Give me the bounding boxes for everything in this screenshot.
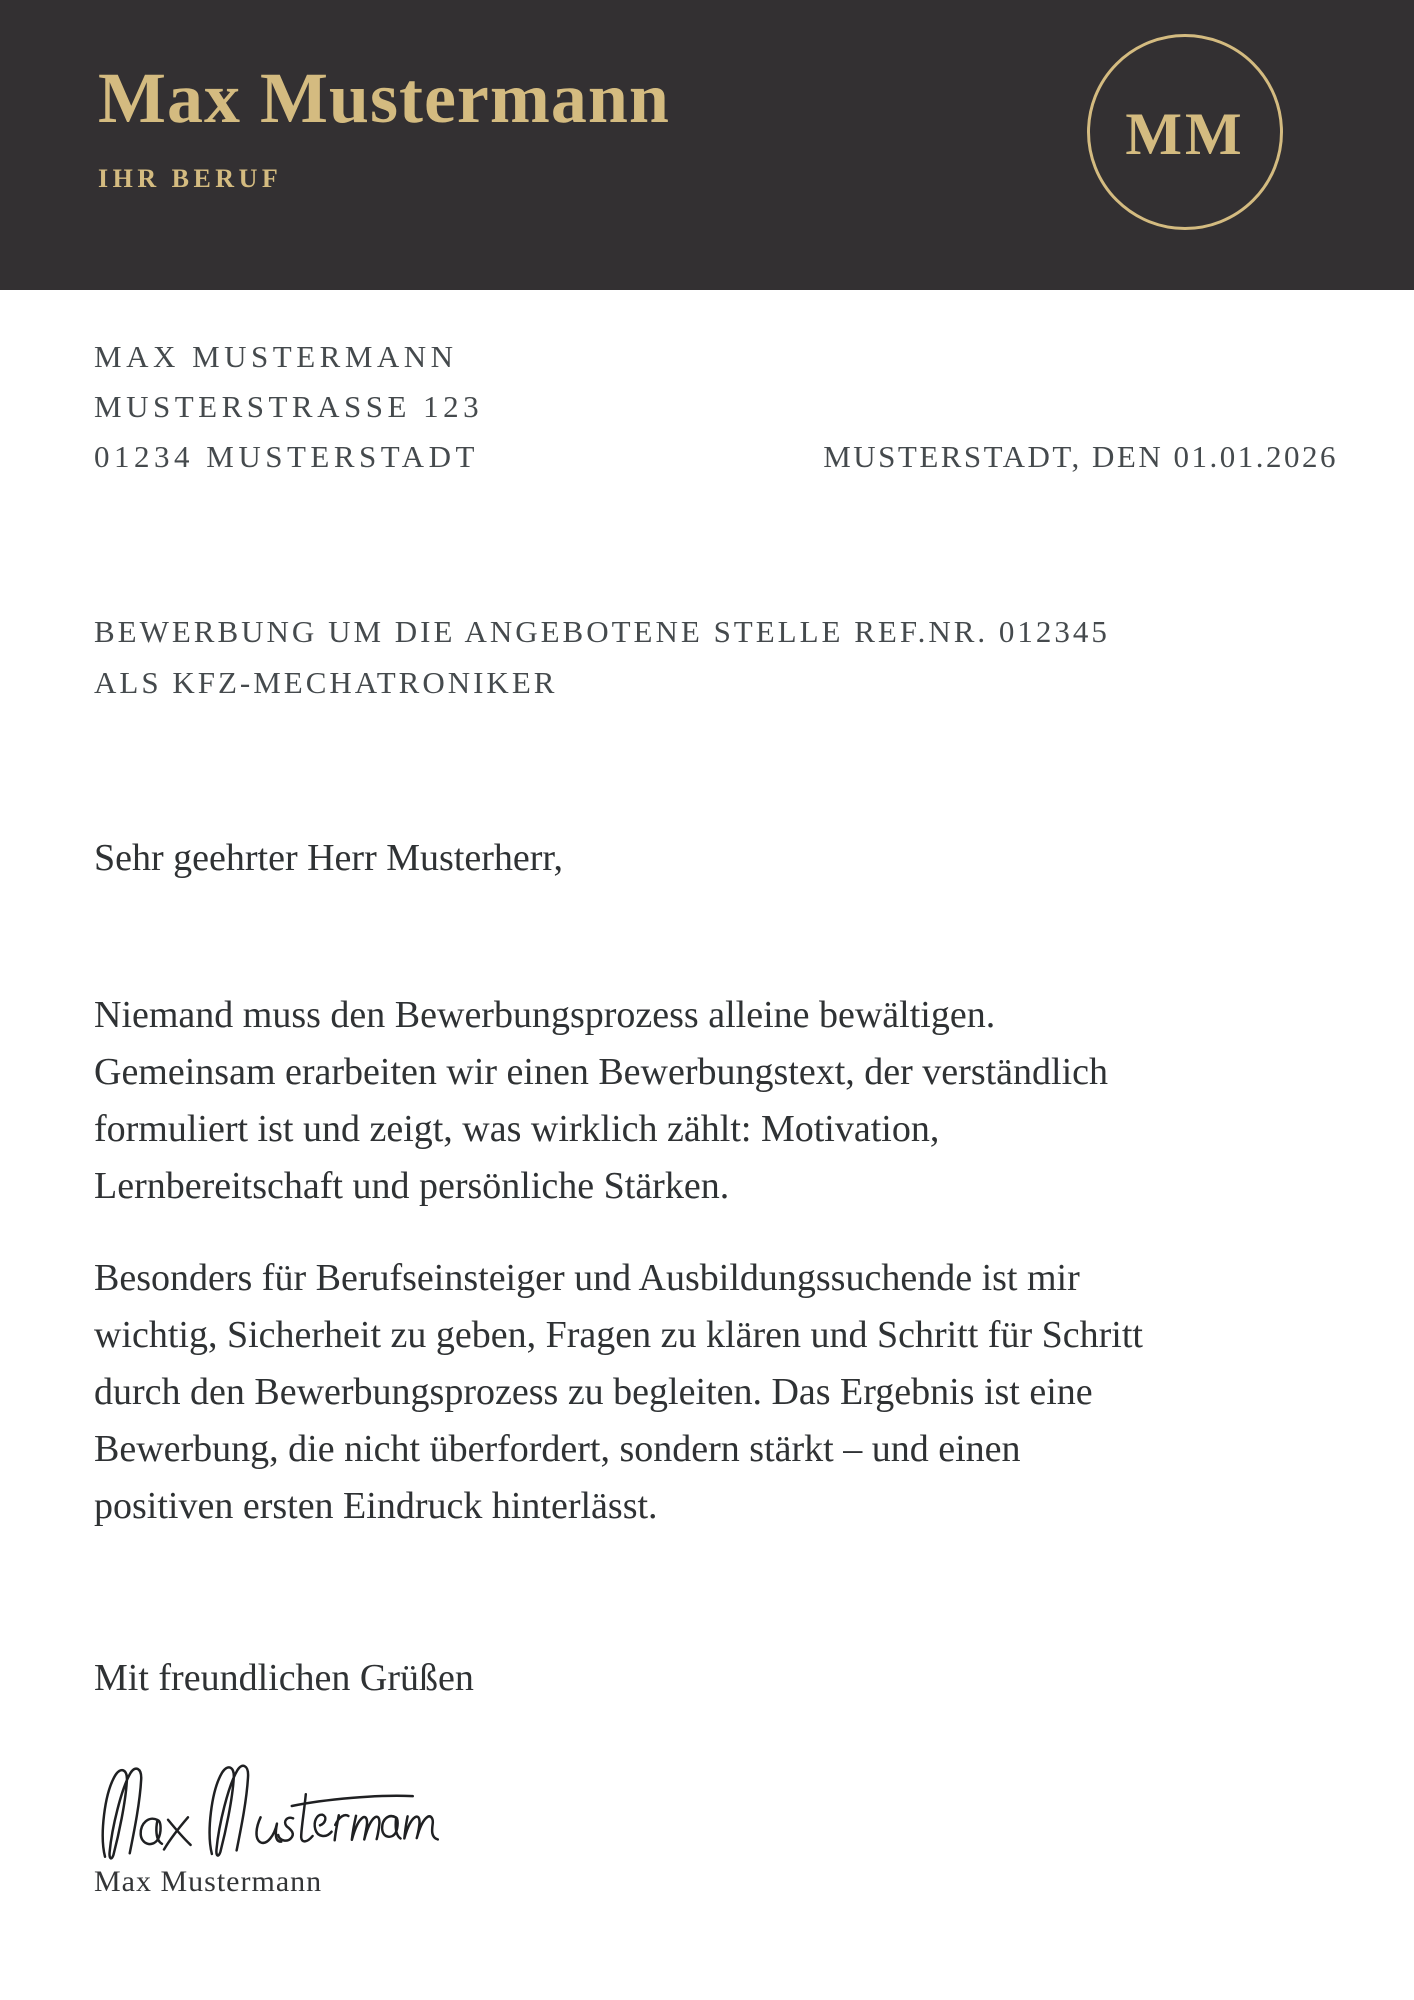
paragraph-line: wichtig, Sicherheit zu geben, Fragen zu klären und Schritt für Schritt [94, 1314, 1143, 1356]
sender-street-line: MUSTERSTRASSE 123 [94, 389, 484, 424]
paragraph-line: Niemand muss den Bewerbungsprozess alleine bewältigen. [94, 994, 996, 1036]
subject-block [94, 606, 1338, 708]
paragraph-line: formuliert ist und zeigt, was wirklich zählt: Motivation, [94, 1108, 940, 1150]
sender-address [94, 332, 483, 482]
date-line: MUSTERSTADT, DEN 01.01.2026 [823, 439, 1338, 474]
address-date-row [94, 332, 1338, 482]
paragraph-line: Gemeinsam erarbeiten wir einen Bewerbungstext, der verständlich [94, 1051, 1109, 1093]
sender-city-line: 01234 MUSTERSTADT [94, 439, 479, 474]
paragraph-line: Lernbereitschaft und persönliche Stärken. [94, 1165, 730, 1207]
subject-line-1: BEWERBUNG UM DIE ANGEBOTENE STELLE REF.NR. 012345 [94, 614, 1110, 649]
signature-block [94, 1757, 1338, 1900]
sender-name-line: MAX MUSTERMANN [94, 339, 458, 374]
letterhead-name: Max Mustermann [98, 58, 670, 138]
letterhead-role: IHR BERUF [98, 164, 283, 193]
salutation: Sehr geehrter Herr Musterherr, [94, 837, 564, 879]
paragraph-line: positiven ersten Eindruck hinterlässt. [94, 1485, 658, 1527]
closing-phrase: Mit freundlichen Grüßen [94, 1657, 474, 1699]
paragraph-line: Bewerbung, die nicht überfordert, sondern stärkt – und einen [94, 1428, 1021, 1470]
monogram-initials: MM [1125, 100, 1245, 167]
letterhead [0, 0, 1414, 290]
paragraph-1 [94, 987, 1338, 1215]
paragraph-line: Besonders für Berufseinsteiger und Ausbildungssuchende ist mir [94, 1257, 1080, 1299]
paragraph-line: durch den Bewerbungsprozess zu begleiten. Das Ergebnis ist eine [94, 1371, 1093, 1413]
paragraph-2 [94, 1250, 1338, 1535]
monogram-badge [1087, 34, 1283, 230]
typed-signature-name: Max Mustermann [94, 1865, 323, 1898]
subject-line-2: ALS KFZ-MECHATRONIKER [94, 665, 558, 700]
handwritten-signature-image [93, 1752, 444, 1866]
letter-content [0, 332, 1414, 1900]
